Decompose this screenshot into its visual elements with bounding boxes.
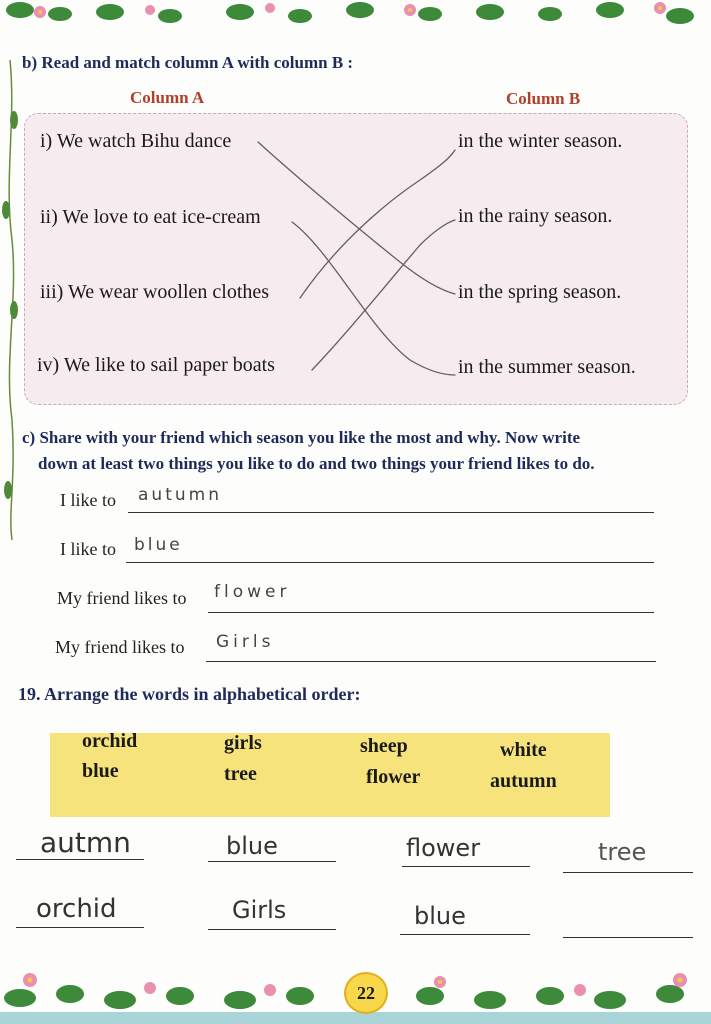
order-line-5[interactable] [16, 927, 144, 928]
order-line-4[interactable] [563, 872, 693, 873]
order-answer-7: blue [414, 902, 466, 930]
word-flower: flower [366, 766, 421, 788]
answer-line-3[interactable] [208, 612, 654, 613]
word-orchid: orchid [82, 730, 138, 752]
answer-2: blue [134, 535, 183, 555]
order-line-6[interactable] [208, 929, 336, 930]
match-line-3 [300, 150, 455, 298]
match-line-1 [258, 142, 455, 294]
order-answer-2: blue [226, 832, 278, 860]
column-b-item-3: in the spring season. [458, 281, 622, 303]
answer-4: Girls [216, 632, 275, 652]
prompt-3: My friend likes to [57, 588, 187, 608]
prompt-4: My friend likes to [55, 637, 185, 657]
order-answer-1: autmn [40, 826, 131, 859]
column-a-item-4: iv) We like to sail paper boats [37, 354, 275, 376]
word-autumn: autumn [490, 770, 557, 792]
order-line-8[interactable] [563, 937, 693, 938]
column-a-item-1: i) We watch Bihu dance [40, 130, 232, 152]
word-tree: tree [224, 763, 257, 785]
column-b-item-2: in the rainy season. [458, 205, 613, 227]
section-b-heading: b) Read and match column A with column B : [22, 53, 354, 72]
order-line-7[interactable] [400, 934, 530, 935]
column-a-item-3: iii) We wear woollen clothes [40, 281, 270, 303]
word-blue: blue [82, 760, 119, 782]
match-line-4 [312, 220, 455, 370]
column-a-header: Column A [130, 88, 205, 107]
prompt-2: I like to [60, 539, 116, 559]
column-a-item-2: ii) We love to eat ice-cream [40, 206, 261, 228]
match-line-2 [292, 222, 455, 375]
column-b-header: Column B [506, 89, 581, 108]
section-c-heading-line2: down at least two things you like to do and two things your friend likes to do. [38, 454, 595, 473]
question-19-heading: 19. Arrange the words in alphabetical order: [18, 684, 361, 704]
prompt-1: I like to [60, 490, 116, 510]
page-number: 22 [344, 972, 388, 1014]
answer-line-1[interactable] [128, 512, 654, 513]
order-answer-5: orchid [36, 894, 117, 924]
order-answer-6: Girls [232, 896, 287, 924]
answer-line-4[interactable] [206, 661, 656, 662]
word-sheep: sheep [360, 735, 408, 757]
matching-lines [0, 0, 711, 420]
word-girls: girls [224, 732, 262, 754]
answer-3: flower [214, 582, 291, 602]
answer-line-2[interactable] [126, 562, 654, 563]
order-answer-4: tree [598, 838, 647, 866]
column-b-item-1: in the winter season. [458, 130, 623, 152]
order-line-3[interactable] [402, 866, 530, 867]
column-b-item-4: in the summer season. [458, 356, 636, 378]
order-answer-3: flower [406, 834, 481, 862]
order-line-2[interactable] [208, 861, 336, 862]
word-white: white [500, 739, 547, 761]
answer-1: autumn [138, 485, 222, 505]
section-c-heading-line1: c) Share with your friend which season you like the most and why. Now write [22, 428, 581, 447]
order-line-1[interactable] [16, 859, 144, 860]
